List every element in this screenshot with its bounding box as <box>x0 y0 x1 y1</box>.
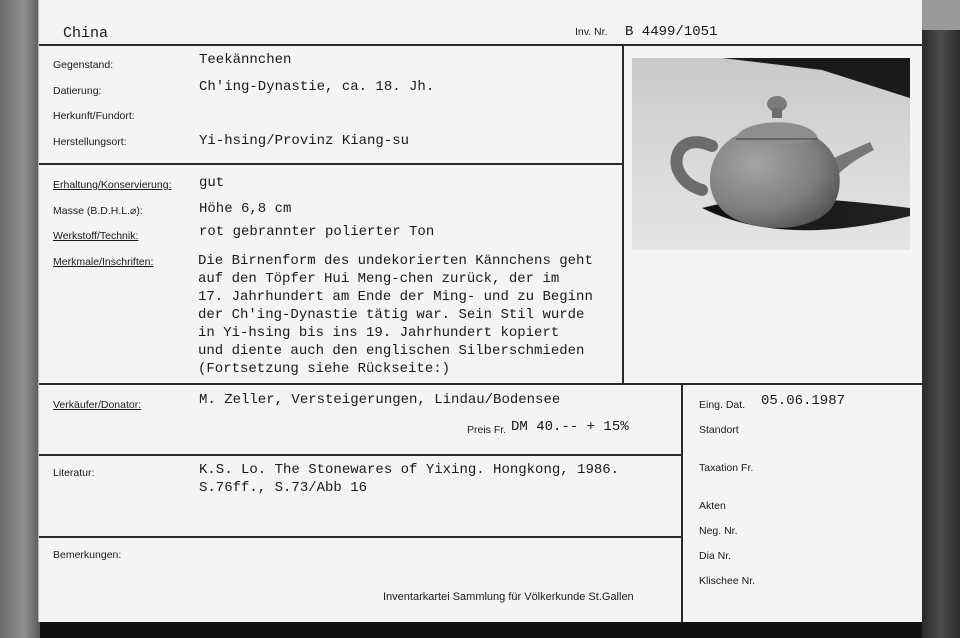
label-herstellungsort: Herstellungsort: <box>53 136 127 148</box>
value-datierung: Ch'ing-Dynastie, ca. 18. Jh. <box>199 79 435 95</box>
merkmale-line: der Ch'ing-Dynastie tätig war. Sein Stil wurde <box>198 307 585 323</box>
label-klischee-nr: Klischee Nr. <box>699 575 756 587</box>
teapot-photo <box>632 58 910 250</box>
divider-upper <box>39 383 923 385</box>
value-masse: Höhe 6,8 cm <box>199 201 292 217</box>
background-top-right <box>922 0 960 30</box>
value-preis: DM 40.-- + 15% <box>511 419 629 435</box>
divider-vertical-lower <box>681 384 683 622</box>
label-merkmale: Merkmale/Inschriften: <box>53 256 154 268</box>
merkmale-line: Die Birnenform des undekorierten Kännchens geht <box>198 253 593 269</box>
value-eing-dat: 05.06.1987 <box>761 393 846 409</box>
label-neg-nr: Neg. Nr. <box>699 525 738 537</box>
merkmale-line: auf den Töpfer Hui Meng-chen zurück, der im <box>198 271 560 287</box>
label-literatur: Literatur: <box>53 467 95 479</box>
footer-text: Inventarkartei Sammlung für Völkerkunde St.Gallen <box>383 591 634 603</box>
value-herstellungsort: Yi-hsing/Provinz Kiang-su <box>199 133 410 149</box>
label-verkaeufer: Verkäufer/Donator: <box>53 399 142 411</box>
teapot-icon <box>632 58 910 250</box>
value-verkaeufer: M. Zeller, Versteigerungen, Lindau/Bodensee <box>199 392 561 408</box>
label-preis: Preis Fr. <box>467 424 507 436</box>
label-erhaltung: Erhaltung/Konservierung: <box>53 179 172 191</box>
divider-object <box>39 163 623 165</box>
literatur-line-2: S.76ff., S.73/Abb 16 <box>199 480 368 496</box>
country: China <box>63 25 109 42</box>
merkmale-text <box>198 252 618 378</box>
label-herkunft: Herkunft/Fundort: <box>53 110 135 122</box>
divider-literatur <box>39 536 682 538</box>
label-dia-nr: Dia Nr. <box>699 550 732 562</box>
label-eing-dat: Eing. Dat. <box>699 399 746 411</box>
literatur-line-1: K.S. Lo. The Stonewares of Yixing. Hongkong, 1986. <box>199 462 620 478</box>
label-werkstoff: Werkstoff/Technik: <box>53 230 139 242</box>
label-taxation: Taxation Fr. <box>699 462 754 474</box>
label-akten: Akten <box>699 500 726 512</box>
label-gegenstand: Gegenstand: <box>53 59 114 71</box>
inv-number: B 4499/1051 <box>625 24 718 40</box>
merkmale-line: in Yi-hsing bis ins 19. Jahrhundert kopiert <box>198 325 560 341</box>
value-werkstoff: rot gebrannter polierter Ton <box>199 224 435 240</box>
label-masse: Masse (B.D.H.L.⌀): <box>53 205 143 217</box>
merkmale-line: und diente auch den englischen Silberschmieden <box>198 343 585 359</box>
divider-acquisition <box>39 454 682 456</box>
merkmale-line: 17. Jahrhundert am Ende der Ming- und zu Beginn <box>198 289 593 305</box>
divider-vertical-upper <box>622 44 624 384</box>
label-standort: Standort <box>699 424 739 436</box>
inv-label: Inv. Nr. <box>575 26 608 38</box>
background-right <box>922 0 960 638</box>
background-left <box>0 0 40 638</box>
divider-header <box>39 44 923 46</box>
value-erhaltung: gut <box>199 175 225 191</box>
value-gegenstand: Teekännchen <box>199 52 292 68</box>
label-bemerkungen: Bemerkungen: <box>53 549 122 561</box>
merkmale-line: (Fortsetzung siehe Rückseite:) <box>198 361 451 377</box>
label-datierung: Datierung: <box>53 85 102 97</box>
